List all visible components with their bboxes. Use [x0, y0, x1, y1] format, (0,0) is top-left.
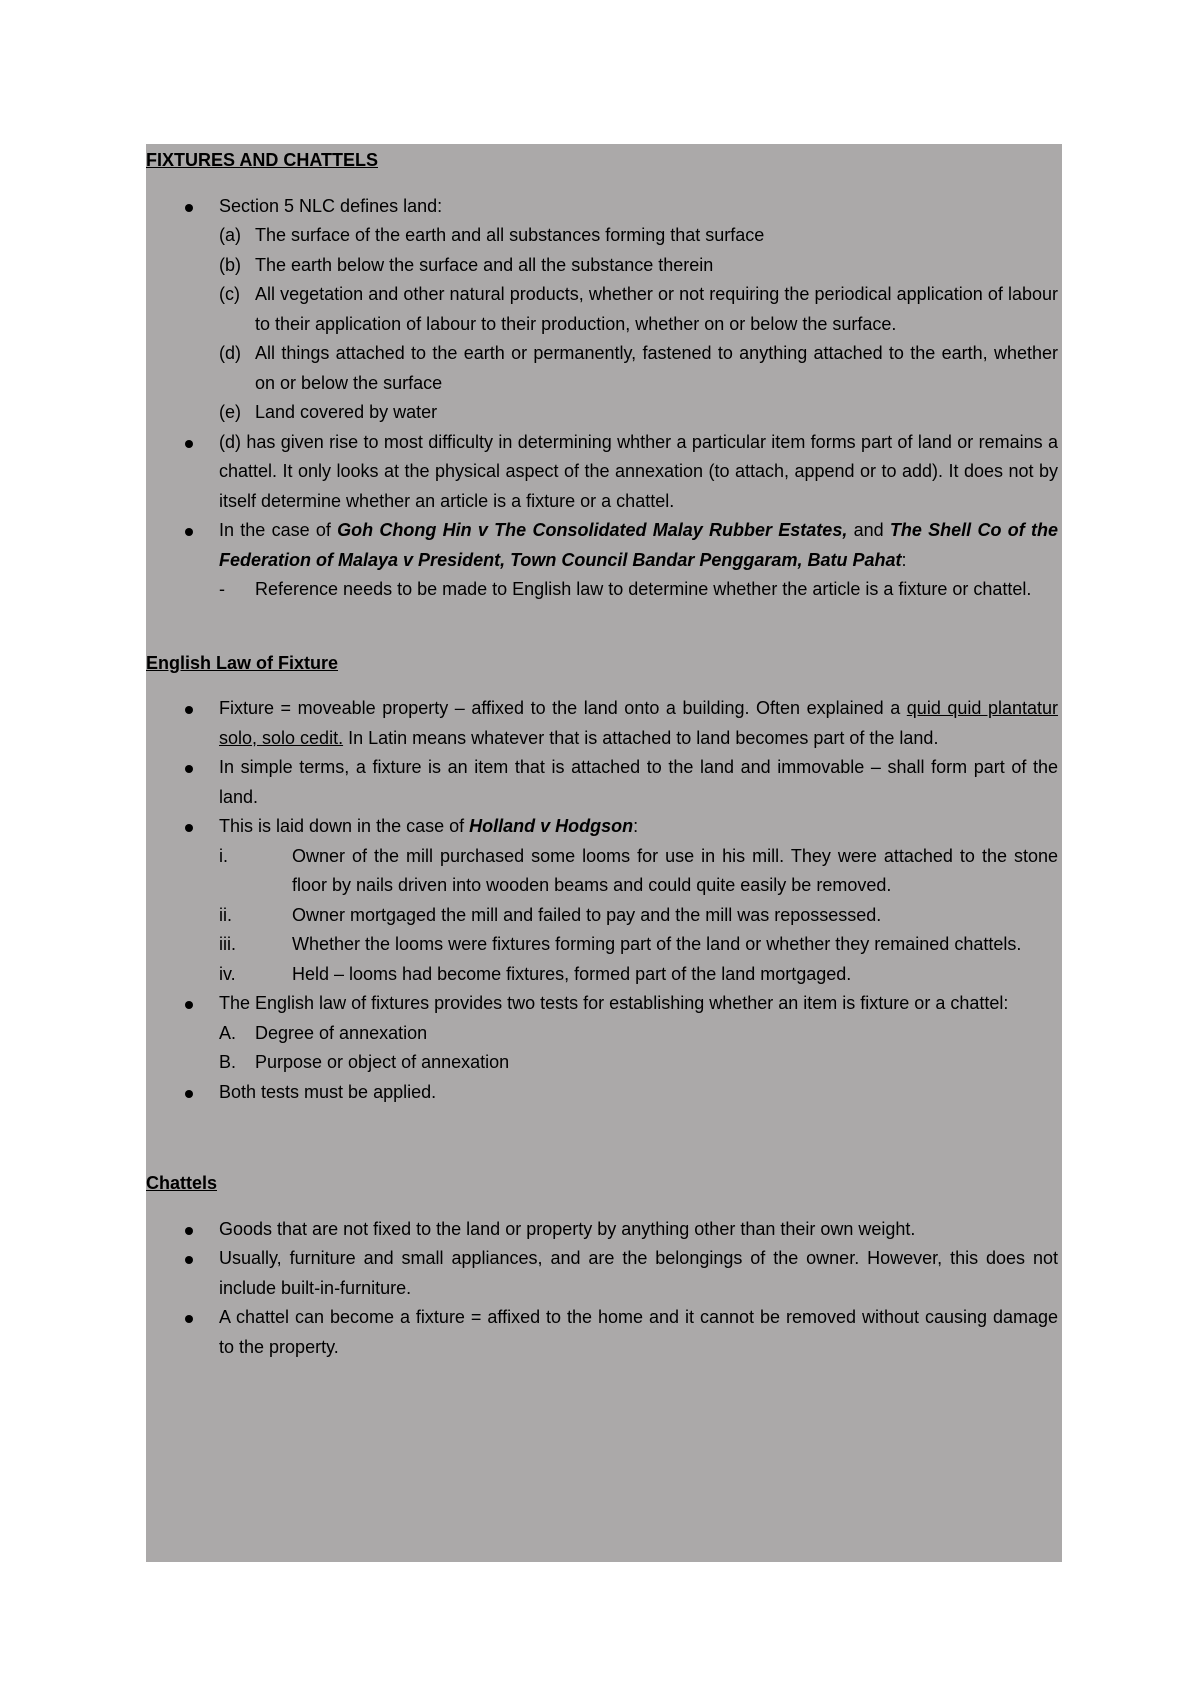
sub-item — [146, 398, 1058, 428]
bullet-item — [146, 694, 1058, 753]
section-heading-chattels: Chattels — [146, 1173, 218, 1193]
bullet-item — [146, 1244, 1058, 1303]
sub-text: The earth below the surface and all the substance therein — [255, 254, 714, 275]
dash-marker: - — [219, 579, 225, 599]
sub-marker: (b) — [219, 254, 241, 275]
case-citation: The Shell Co of the Federation of Malaya v President, Town Council Bandar Penggaram, Batu Pahat — [219, 520, 1058, 570]
sub-text: Reference needs to be made to English law to determine whether the article is a fixture or chattel. — [255, 579, 1032, 599]
sub-text: Land covered by water — [255, 402, 438, 422]
bullet-dot-icon — [185, 440, 193, 448]
sub-item — [146, 1048, 1058, 1078]
bullet-item — [146, 1303, 1058, 1362]
bullet-dot-icon — [185, 1315, 193, 1323]
sub-text: The surface of the earth and all substances forming that surface — [255, 225, 765, 245]
bullet-item — [146, 753, 1058, 812]
bullet-dot-icon — [185, 824, 193, 832]
bullet-item — [146, 516, 1058, 575]
bullet-dot-icon — [185, 528, 193, 536]
bullet-text: In Latin means whatever that is attached to land becomes part of the land. — [343, 727, 939, 748]
bullet-text: Both tests must be applied. — [219, 1081, 437, 1102]
bullet-text: (d) has given rise to most difficulty in determining whther a particular item forms part of land or remains a chattel. It only looks at the physical aspect of the annexation (to attach, append or to add). It does not by itself determine whether an article is a fixture or a chattel. — [219, 431, 1058, 511]
roman-marker: iv. — [219, 963, 236, 984]
sub-text: Purpose or object of annexation — [255, 1052, 510, 1072]
bullet-text: A chattel can become a fixture = affixed to the home and it cannot be removed without causing damage to the property. — [219, 1307, 1058, 1357]
section-heading-english-law: English Law of Fixture — [146, 652, 339, 673]
case-citation: Goh Chong Hin v The Consolidated Malay Rubber Estates, — [337, 520, 848, 540]
bullet-text: : — [901, 549, 907, 570]
roman-item — [146, 960, 1058, 990]
sub-marker: (d) — [219, 343, 241, 363]
sub-text: Degree of annexation — [255, 1022, 428, 1043]
sub-marker: (a) — [219, 225, 241, 245]
sub-marker: A. — [219, 1022, 237, 1043]
roman-item — [146, 842, 1058, 901]
bullet-dot-icon — [185, 1090, 193, 1098]
bullet-item — [146, 812, 1058, 842]
bullet-text: The English law of fixtures provides two tests for establishing whether an item is fixture or a chattel: — [219, 993, 1009, 1013]
bullet-dot-icon — [185, 706, 193, 714]
bullet-dot-icon — [185, 1227, 193, 1235]
sub-marker: B. — [219, 1052, 237, 1072]
bullet-dot-icon — [185, 1001, 193, 1009]
bullet-text: Fixture = moveable property – affixed to the land onto a building. Often explained a — [219, 698, 907, 718]
sub-marker: (c) — [219, 284, 240, 304]
sub-text: All vegetation and other natural products, whether or not requiring the periodical application of labour to their application of labour to their production, whether on or below the surface. — [255, 284, 1058, 334]
bullet-dot-icon — [185, 765, 193, 773]
bullet-dot-icon — [185, 1256, 193, 1264]
sub-item — [146, 280, 1058, 339]
bullet-text: and — [847, 520, 890, 540]
sub-text: Whether the looms were fixtures forming part of the land or whether they remained chattels. — [292, 934, 1022, 954]
sub-text: Owner mortgaged the mill and failed to pay and the mill was repossessed. — [292, 904, 882, 925]
bullet-text: Usually, furniture and small appliances, and are the belongings of the owner. However, this does not include built-in-furniture. — [219, 1248, 1058, 1298]
dash-item — [146, 575, 1058, 605]
roman-marker: i. — [219, 845, 228, 866]
roman-item — [146, 901, 1058, 931]
roman-marker: iii. — [219, 934, 236, 954]
bullet-item — [146, 1215, 1058, 1245]
sub-item — [146, 1019, 1058, 1049]
sub-marker: (e) — [219, 402, 241, 422]
sub-text: Held – looms had become fixtures, formed part of the land mortgaged. — [292, 963, 852, 984]
bullet-item — [146, 989, 1058, 1019]
bullet-item — [146, 192, 1058, 222]
bullet-text: Section 5 NLC defines land: — [219, 195, 443, 216]
sub-item — [146, 339, 1058, 398]
sub-text: Owner of the mill purchased some looms for use in his mill. They were attached to the stone floor by nails driven into wooden beams and could quite easily be removed. — [292, 845, 1058, 895]
section-heading-fixtures-chattels: FIXTURES AND CHATTELS — [146, 150, 378, 170]
bullet-text: : — [633, 816, 639, 836]
case-citation: Holland v Hodgson — [469, 816, 634, 836]
bullet-text: In simple terms, a fixture is an item that is attached to the land and immovable – shall form part of the land. — [219, 757, 1058, 807]
bullet-text: This is laid down in the case of — [219, 816, 470, 836]
roman-item — [146, 930, 1058, 960]
document-body — [146, 144, 1058, 1362]
sub-item — [146, 251, 1058, 281]
bullet-text: Goods that are not fixed to the land or property by anything other than their own weight. — [219, 1218, 916, 1239]
roman-marker: ii. — [219, 904, 232, 925]
latin-maxim: quid quid plantatur solo, solo cedit. — [219, 698, 1059, 748]
bullet-text: In the case of — [219, 520, 338, 540]
bullet-dot-icon — [185, 204, 193, 212]
bullet-item — [146, 1078, 1058, 1108]
bullet-item — [146, 428, 1058, 517]
sub-item — [146, 221, 1058, 251]
sub-text: All things attached to the earth or permanently, fastened to anything attached to the earth, whether on or below the surface — [255, 343, 1058, 393]
